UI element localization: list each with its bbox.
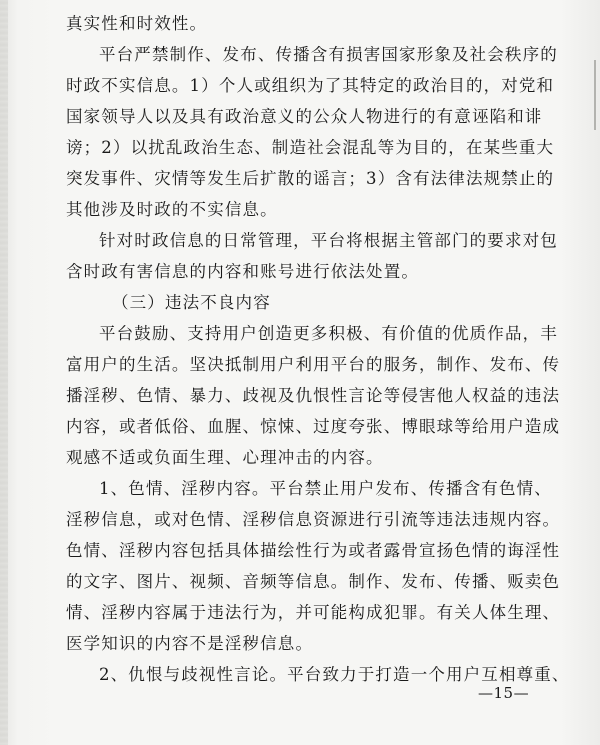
text-line: 1、色情、淫秽内容。平台禁止用户发布、传播含有色情、: [99, 479, 552, 498]
body-text: [66, 8, 570, 690]
text-line: 时政不实信息。1）个人或组织为了其特定的政治目的，对党和: [66, 76, 555, 95]
text-line: 播淫秽、色情、暴力、歧视及仇恨性言论等侵害他人权益的违法: [66, 386, 561, 405]
text-line: 针对时政信息的日常管理，平台将根据主管部门的要求对包: [99, 231, 558, 250]
section-heading: （三）违法不良内容: [112, 293, 271, 312]
text-line: 突发事件、灾情等发生后扩散的谣言；3）含有法律法规禁止的: [66, 169, 555, 188]
page-number: —15—: [478, 684, 530, 702]
text-line: 观感不适或负面生理、心理冲击的内容。: [66, 448, 384, 467]
text-line: 平台鼓励、支持用户创造更多积极、有价值的优质作品，丰: [99, 324, 558, 343]
text-line: 含时政有害信息的内容和账号进行依法处置。: [66, 262, 419, 281]
text-line: 真实性和时效性。: [66, 14, 208, 33]
text-line: 平台严禁制作、发布、传播含有损害国家形象及社会秩序的: [99, 45, 558, 64]
scan-edge-right: [594, 60, 596, 130]
scan-edge-left: [0, 0, 8, 745]
text-line: 谤；2）以扰乱政治生态、制造社会混乱等为目的，在某些重大: [66, 138, 555, 157]
text-line: 淫秽信息，或对色情、淫秽信息资源进行引流等违法违规内容。: [66, 510, 561, 529]
text-line: 其他涉及时政的不实信息。: [66, 200, 278, 219]
text-line: 医学知识的内容不是淫秽信息。: [66, 634, 314, 653]
text-line: 国家领导人以及具有政治意义的公众人物进行的有意诬陷和诽: [66, 107, 543, 126]
text-line: 的文字、图片、视频、音频等信息。制作、发布、传播、贩卖色: [66, 572, 561, 591]
text-line: 色情、淫秽内容包括具体描绘性行为或者露骨宣扬色情的诲淫性: [66, 541, 561, 560]
text-line: 2、仇恨与歧视性言论。平台致力于打造一个用户互相尊重、: [99, 665, 570, 684]
text-line: 富用户的生活。坚决抵制用户利用平台的服务，制作、发布、传: [66, 355, 561, 374]
text-line: 内容，或者低俗、血腥、惊悚、过度夸张、博眼球等给用户造成: [66, 417, 561, 436]
text-line: 情、淫秽内容属于违法行为，并可能构成犯罪。有关人体生理、: [66, 603, 561, 622]
